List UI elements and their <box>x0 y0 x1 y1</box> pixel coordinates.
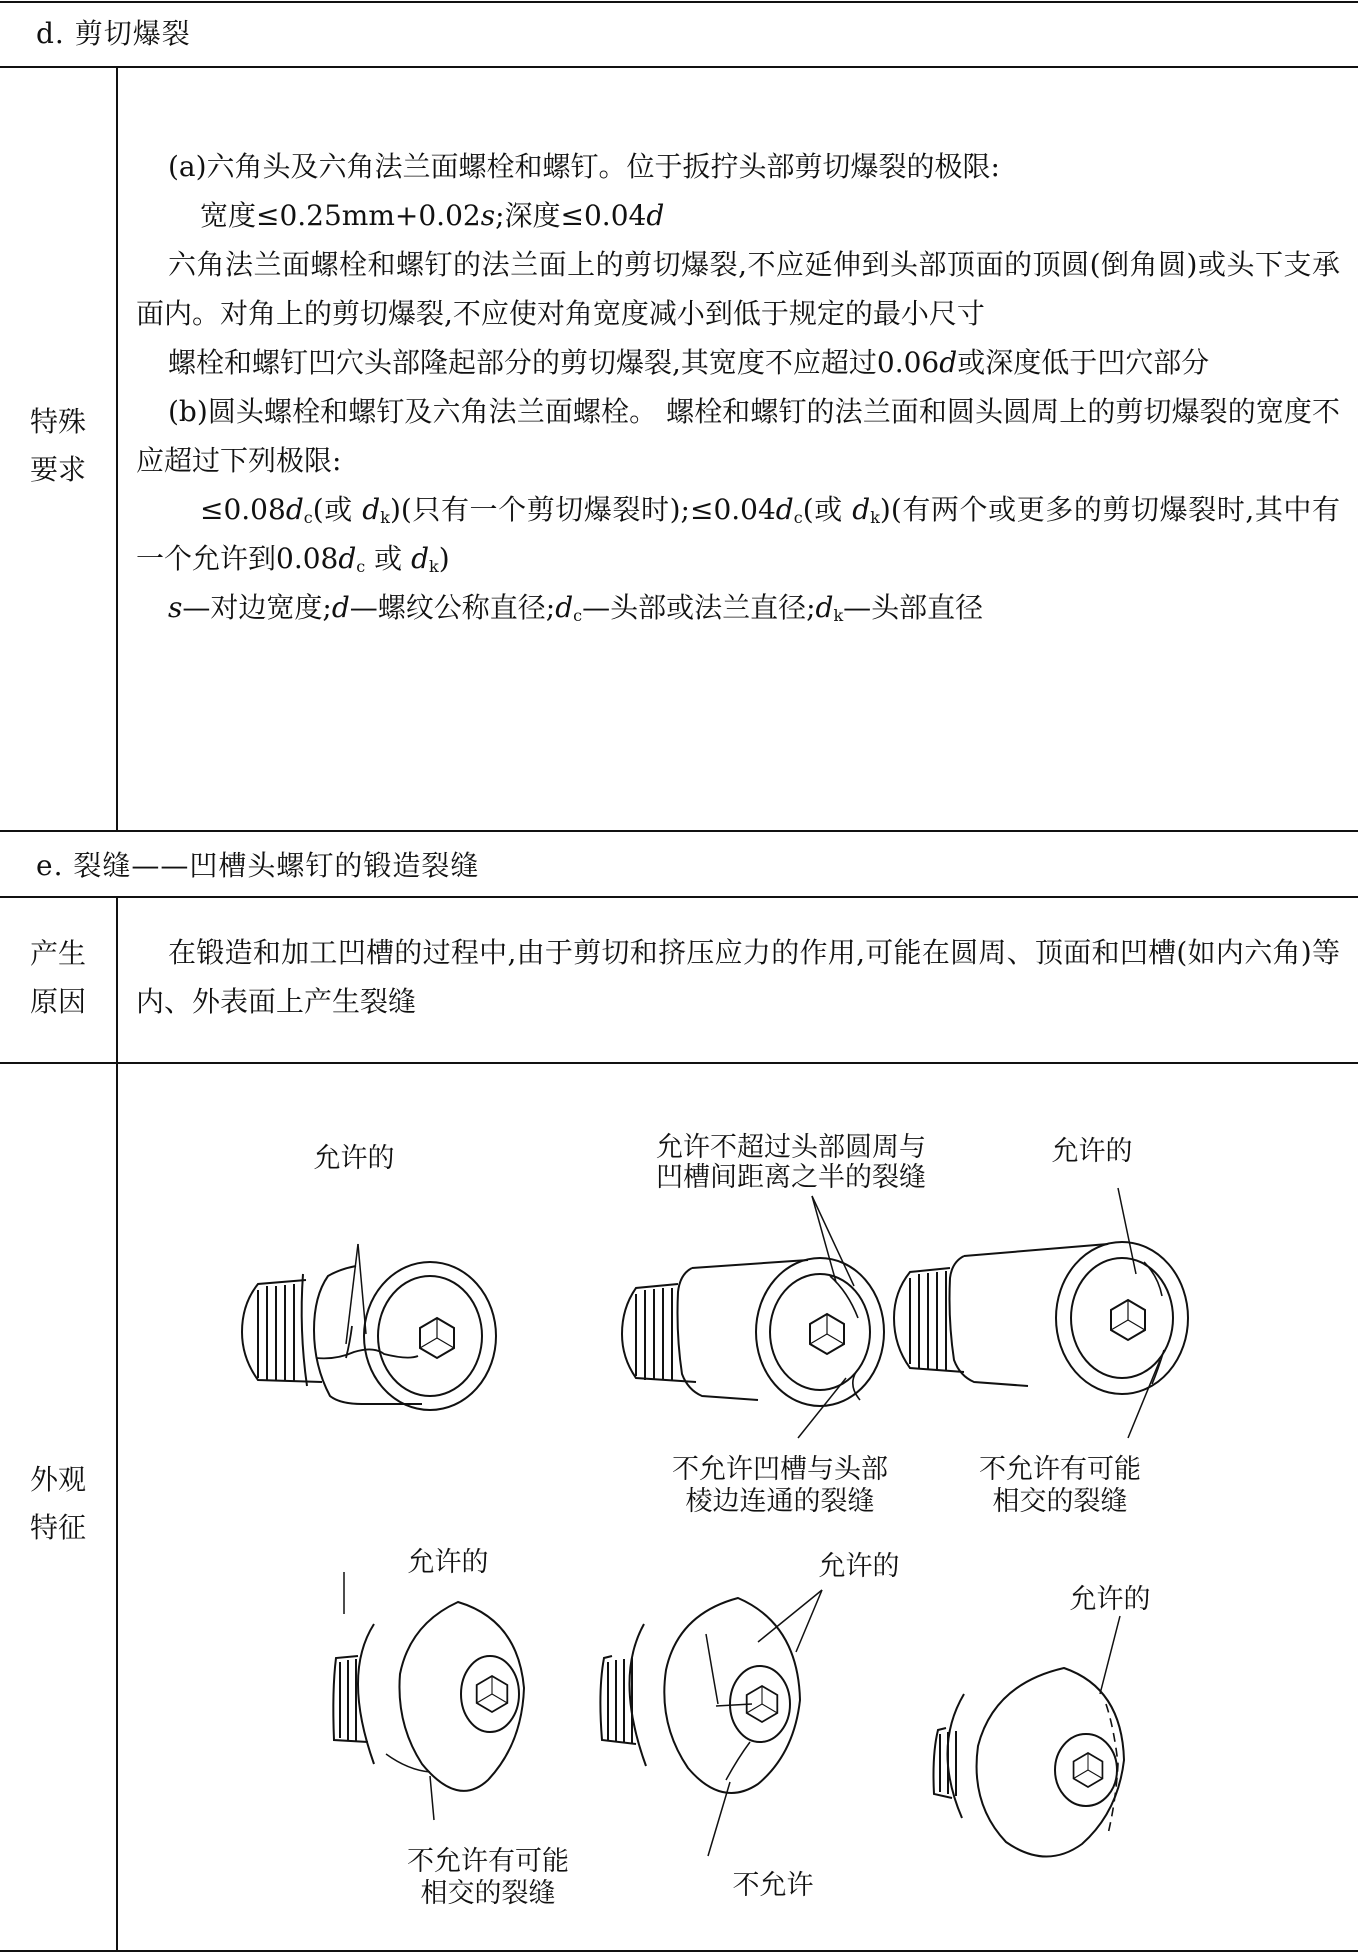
paragraph: (a)六角头及六角法兰面螺栓和螺钉。位于扳拧头部剪切爆裂的极限: <box>168 150 1000 183</box>
figure-button-head-2 <box>600 1590 822 1856</box>
rule <box>0 830 1358 832</box>
special-requirements-label: 特殊 要求 <box>29 405 86 486</box>
paragraph: 螺栓和螺钉凹穴头部隆起部分的剪切爆裂,其宽度不应超过0.06d或深度低于凹穴部分 <box>168 346 1210 379</box>
appearance-label: 外观 特征 <box>29 1463 86 1544</box>
paragraph: s—对边宽度;d—螺纹公称直径$;d_c—$头部或法兰直径$;d_k—$头部直径 <box>168 591 984 625</box>
paragraph: $\le 0.08d_c$(或 $d_k$)(只有一个剪切爆裂时)$;\le 0.04d_c$(或 $d_k$)(有两个或更多的剪切爆裂时,其中有一个允许到$0.08d_c$ 或 $d_k$) <box>136 493 1341 576</box>
bottom-border <box>0 1950 1358 1952</box>
figure-button-head-3 <box>934 1616 1125 1857</box>
fig2-top-label-line1: 允许不超过头部圆周与 <box>656 1132 926 1163</box>
paragraph: 宽度≤0.25mm+0.02s;深度≤0.04d <box>200 199 665 232</box>
fig2-bottom-label-line1: 不允许凹槽与头部 <box>672 1454 888 1485</box>
column-divider <box>116 67 118 830</box>
fig2-top-label-line2: 凹槽间距离之半的裂缝 <box>656 1162 926 1193</box>
fig6-top-label: 允许的 <box>1069 1584 1151 1615</box>
figure-button-head-1 <box>333 1572 524 1820</box>
rule <box>0 66 1358 68</box>
top-border <box>0 1 1358 3</box>
fig4-top-label: 允许的 <box>407 1547 489 1578</box>
figure-socket-head-2 <box>622 1196 884 1438</box>
section-d-title: d. 剪切爆裂 <box>36 17 191 50</box>
paragraph: (b)圆头螺栓和螺钉及六角法兰面螺栓。 螺栓和螺钉的法兰面和圆头圆周上的剪切爆裂的宽度不应超过下列极限: <box>136 395 1340 477</box>
figure-socket-head-3 <box>894 1188 1188 1438</box>
figure-socket-head-1 <box>242 1244 496 1410</box>
fig2-bottom-label-line2: 棱边连通的裂缝 <box>685 1486 875 1517</box>
fig3-top-label: 允许的 <box>1051 1136 1133 1167</box>
fig5-top-label: 允许的 <box>818 1551 900 1582</box>
fig4-bottom-label-line2: 相交的裂缝 <box>420 1878 556 1909</box>
rule <box>0 896 1358 898</box>
fig4-bottom-label-line1: 不允许有可能 <box>407 1846 569 1877</box>
cause-label: 产生 原因 <box>29 937 86 1018</box>
fig3-bottom-label-line1: 不允许有可能 <box>979 1454 1141 1485</box>
fig5-bottom-label: 不允许 <box>732 1870 814 1901</box>
fig1-top-label: 允许的 <box>313 1143 395 1174</box>
crack-illustrations <box>118 1064 1358 1948</box>
section-e-title: e. 裂缝——凹槽头螺钉的锻造裂缝 <box>36 849 480 882</box>
fig3-bottom-label-line2: 相交的裂缝 <box>992 1486 1128 1517</box>
special-requirements-text <box>136 142 1340 632</box>
paragraph: 六角法兰面螺栓和螺钉的法兰面上的剪切爆裂,不应延伸到头部顶面的顶圆(倒角圆)或头下支承面内。对角上的剪切爆裂,不应使对角宽度减小到低于规定的最小尺寸 <box>136 248 1340 330</box>
cause-text: 在锻造和加工凹槽的过程中,由于剪切和挤压应力的作用,可能在圆周、顶面和凹槽(如内六角)等内、外表面上产生裂缝 <box>136 936 1340 1018</box>
